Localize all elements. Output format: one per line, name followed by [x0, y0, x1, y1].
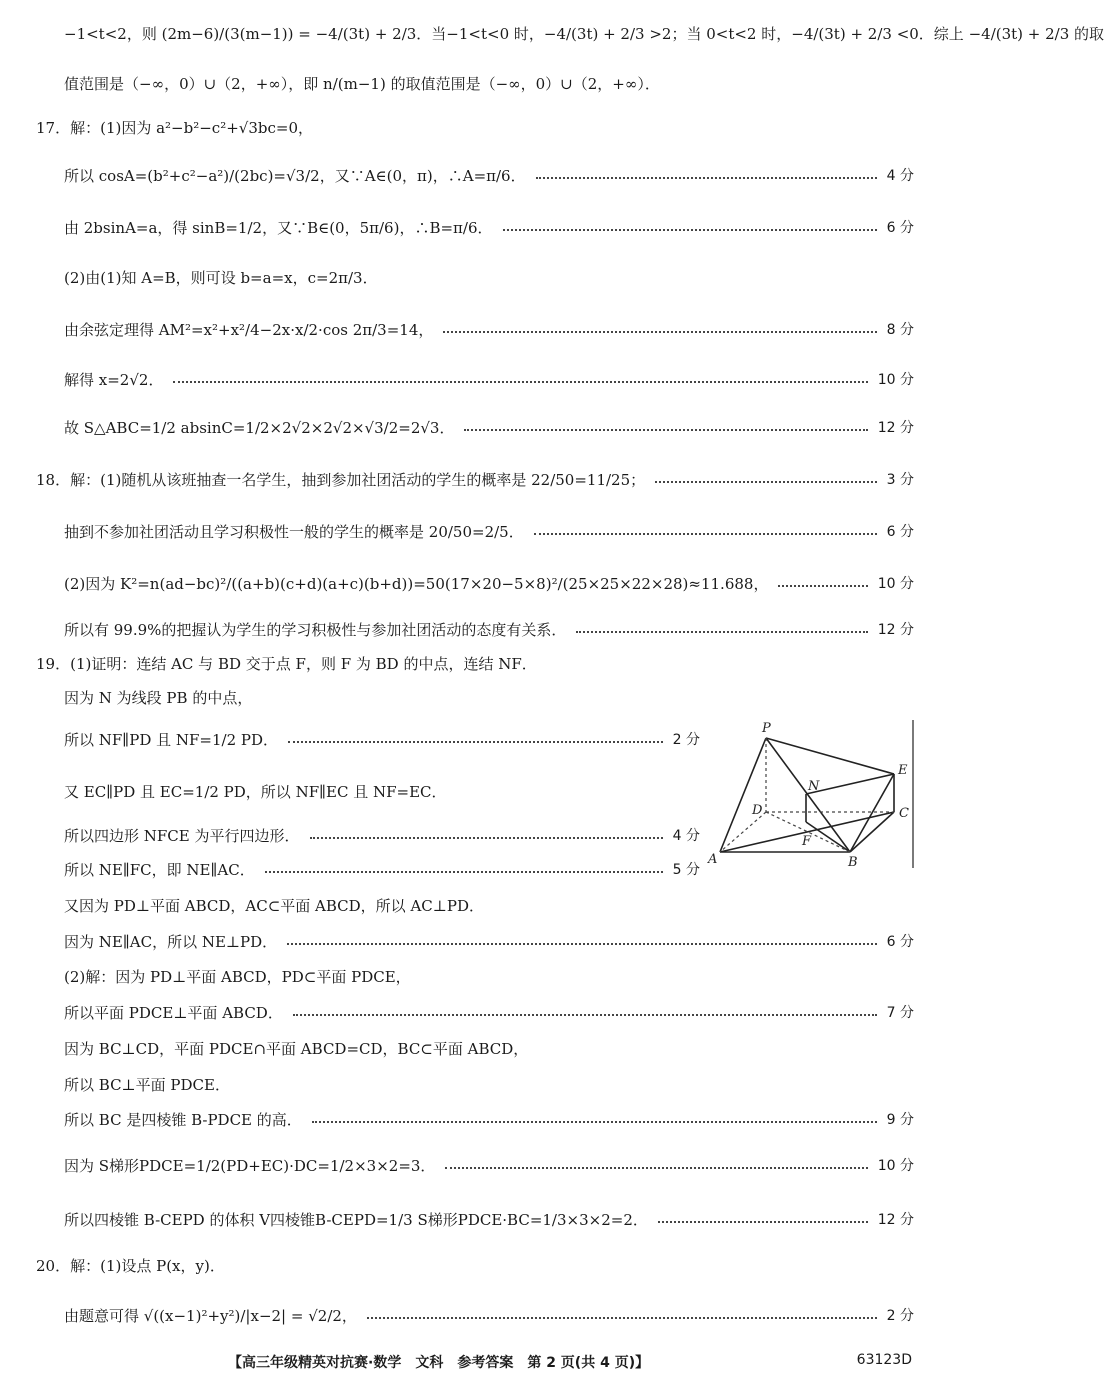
dot-leader — [534, 533, 877, 535]
page-footer — [0, 1352, 950, 1374]
line-text: 因为 BC⊥CD，平面 PDCE∩平面 ABCD=CD，BC⊂平面 ABCD， — [64, 1039, 529, 1058]
answer-line — [64, 316, 914, 342]
score-label: 4 分 — [672, 828, 700, 844]
dot-leader — [312, 1121, 877, 1123]
dot-leader — [655, 481, 877, 483]
line-text: (2)解：因为 PD⊥平面 ABCD，PD⊂平面 PDCE， — [64, 967, 411, 986]
score-label: 10 分 — [877, 1158, 914, 1174]
line-text: 解得 x=2√2． — [64, 370, 164, 389]
answer-line — [36, 114, 914, 140]
line-text: 所以 NF∥PD 且 NF=1/2 PD． — [64, 730, 279, 749]
answer-line — [36, 1252, 914, 1278]
label-n: N — [808, 779, 820, 794]
score-label: 6 分 — [886, 220, 914, 236]
answer-line — [64, 70, 914, 96]
dot-leader — [265, 871, 663, 873]
answer-line — [64, 1302, 914, 1328]
score-label: 4 分 — [886, 168, 914, 184]
label-d: D — [752, 803, 763, 818]
dot-leader — [310, 837, 663, 839]
answer-line — [64, 214, 914, 240]
footer-code: 63123D — [856, 1352, 912, 1368]
answer-line — [64, 892, 914, 918]
line-text: 因为 NE∥AC，所以 NE⊥PD． — [64, 932, 278, 951]
score-label: 12 分 — [877, 622, 914, 638]
line-text: 故 S△ABC=1/2 absinC=1/2×2√2×2√2×√3/2=2√3． — [64, 418, 455, 437]
answer-line — [64, 20, 1104, 46]
line-text: 由题意可得 √((x−1)²+y²)/|x−2| = √2/2， — [64, 1306, 357, 1325]
dot-leader — [173, 381, 867, 383]
line-text: 因为 S梯形PDCE=1/2(PD+EC)·DC=1/2×3×2=3． — [64, 1156, 436, 1175]
dot-leader — [576, 631, 867, 633]
answer-line — [64, 822, 700, 848]
line-text: 所以 cosA=(b²+c²−a²)/(2bc)=√3/2，又∵A∈(0，π)，∴A=π/6． — [64, 166, 526, 185]
dot-leader — [367, 1317, 877, 1319]
line-text: 17．解：(1)因为 a²−b²−c²+√3bc=0， — [36, 118, 314, 137]
answer-line — [64, 366, 914, 392]
score-label: 12 分 — [877, 420, 914, 436]
score-label: 6 分 — [886, 524, 914, 540]
score-label: 10 分 — [877, 372, 914, 388]
answer-line — [64, 162, 914, 188]
dot-leader — [445, 1167, 867, 1169]
footer-title: 【高三年级精英对抗赛·数学 文科 参考答案 第 2 页(共 4 页)】 — [228, 1355, 650, 1371]
score-label: 2 分 — [886, 1308, 914, 1324]
line-text: 又 EC∥PD 且 EC=1/2 PD，所以 NF∥EC 且 NF=EC． — [64, 782, 447, 801]
score-label: 8 分 — [886, 322, 914, 338]
answer-line — [36, 650, 914, 676]
label-a: A — [708, 852, 718, 867]
line-text: 所以平面 PDCE⊥平面 ABCD． — [64, 1003, 283, 1022]
line-text: (2)由(1)知 A=B，则可设 b=a=x，c=2π/3． — [64, 268, 378, 287]
line-text: 所以 NE∥FC，即 NE∥AC． — [64, 860, 255, 879]
dot-leader — [536, 177, 877, 179]
score-label: 3 分 — [886, 472, 914, 488]
dot-leader — [293, 1014, 877, 1016]
line-text: 所以 BC⊥平面 PDCE． — [64, 1075, 230, 1094]
label-f: F — [802, 834, 812, 849]
line-text: 19．(1)证明：连结 AC 与 BD 交于点 F，则 F 为 BD 的中点，连结 NF． — [36, 654, 537, 673]
dot-leader — [287, 943, 876, 945]
line-text: 所以 BC 是四棱锥 B-PDCE 的高． — [64, 1110, 302, 1129]
answer-line — [36, 466, 914, 492]
line-text: 由 2bsinA=a，得 sinB=1/2，又∵B∈(0，5π/6)，∴B=π/6． — [64, 218, 493, 237]
answer-line — [64, 856, 700, 882]
line-text: 值范围是（−∞，0）∪（2，+∞），即 n/(m−1) 的取值范围是（−∞，0）∪（2，+∞）． — [64, 74, 660, 93]
dot-leader — [503, 229, 877, 231]
answer-line — [64, 1206, 914, 1232]
score-label: 6 分 — [886, 934, 914, 950]
score-label: 5 分 — [672, 862, 700, 878]
dot-leader — [778, 585, 867, 587]
answer-line — [64, 1152, 914, 1178]
score-label: 10 分 — [877, 576, 914, 592]
answer-line — [64, 684, 914, 710]
label-e: E — [898, 763, 908, 778]
score-label: 12 分 — [877, 1212, 914, 1228]
score-label: 9 分 — [886, 1112, 914, 1128]
label-c: C — [899, 806, 909, 821]
answer-line — [64, 570, 914, 596]
answer-line — [64, 1035, 914, 1061]
dot-leader — [658, 1221, 868, 1223]
line-text: (2)因为 K²=n(ad−bc)²/((a+b)(c+d)(a+c)(b+d))=50(17×20−5×8)²/(25×25×22×28)≈11.688， — [64, 574, 769, 593]
dot-leader — [288, 741, 663, 743]
line-text: 所以四边形 NFCE 为平行四边形． — [64, 826, 300, 845]
answer-line — [64, 264, 914, 290]
answer-line — [64, 518, 914, 544]
line-text: 20．解：(1)设点 P(x，y)． — [36, 1256, 225, 1275]
answer-line — [64, 778, 700, 804]
line-text: −1<t<2，则 (2m−6)/(3(m−1)) = −4/(3t) + 2/3．当−1<t<0 时，−4/(3t) + 2/3 >2；当 0<t<2 时，−4/(3t) + 2/3 <0．综上 −4/(3t) + 2/3 的取 — [64, 24, 1104, 43]
dot-leader — [464, 429, 867, 431]
answer-line — [64, 414, 914, 440]
answer-line — [64, 963, 914, 989]
answer-line — [64, 1106, 914, 1132]
line-text: 抽到不参加社团活动且学习积极性一般的学生的概率是 20/50=2/5． — [64, 522, 524, 541]
answer-line — [64, 999, 914, 1025]
label-b: B — [848, 855, 858, 870]
answer-line — [64, 616, 914, 642]
score-label: 2 分 — [672, 732, 700, 748]
label-p: P — [762, 721, 771, 736]
pyramid-diagram — [706, 718, 916, 870]
line-text: 由余弦定理得 AM²=x²+x²/4−2x·x/2·cos 2π/3=14， — [64, 320, 434, 339]
line-text: 所以有 99.9%的把握认为学生的学习积极性与参加社团活动的态度有关系． — [64, 620, 567, 639]
answer-line — [64, 928, 914, 954]
answer-line — [64, 1071, 914, 1097]
answer-line — [64, 726, 700, 752]
line-text: 又因为 PD⊥平面 ABCD，AC⊂平面 ABCD，所以 AC⊥PD． — [64, 896, 484, 915]
line-text: 因为 N 为线段 PB 的中点， — [64, 688, 253, 707]
dot-leader — [443, 331, 876, 333]
score-label: 7 分 — [886, 1005, 914, 1021]
line-text: 18．解：(1)随机从该班抽查一名学生，抽到参加社团活动的学生的概率是 22/50=11/25； — [36, 470, 646, 489]
line-text: 所以四棱锥 B-CEPD 的体积 V四棱锥B-CEPD=1/3 S梯形PDCE·BC=1/3×3×2=2． — [64, 1210, 648, 1229]
